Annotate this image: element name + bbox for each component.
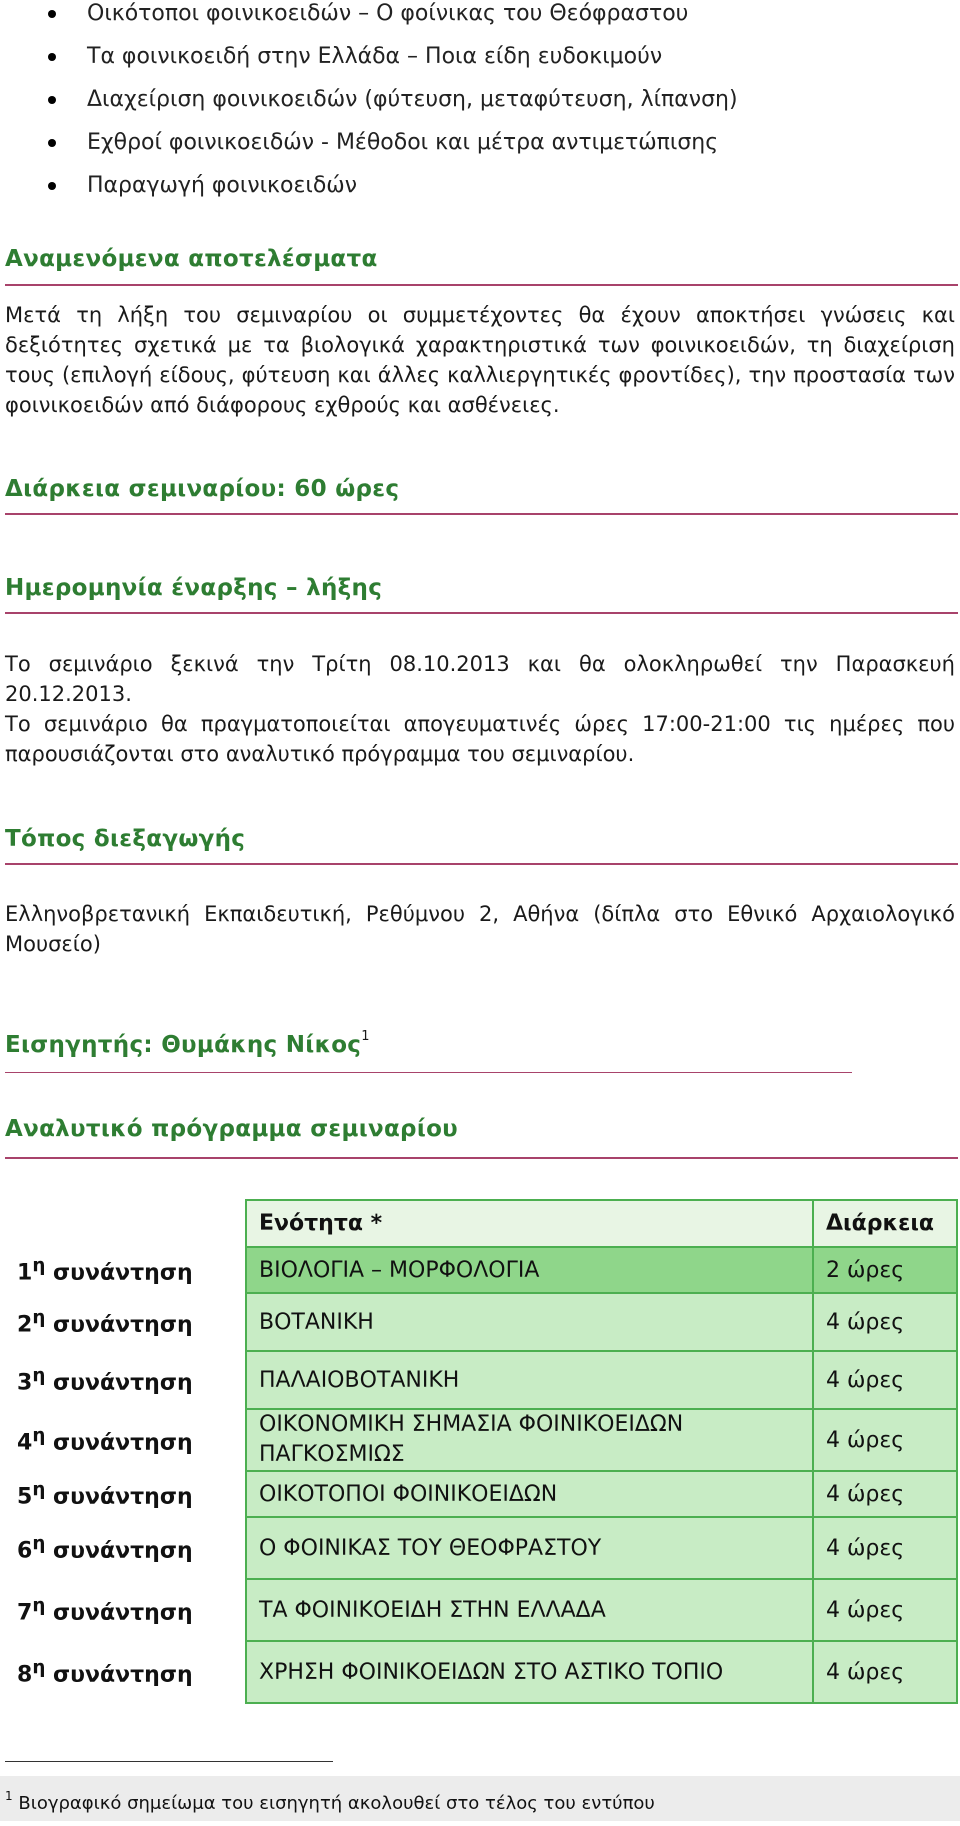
- duration-cell: 4 ώρες: [813, 1641, 957, 1703]
- table-row: [5, 1641, 957, 1703]
- section-divider: [5, 513, 958, 515]
- bullet-icon: [48, 53, 56, 61]
- meeting-label: $2^\eta$ συνάντηση: [5, 1293, 246, 1351]
- meeting-label: $4^\eta$ συνάντηση: [5, 1409, 246, 1471]
- bullet-icon: [48, 182, 56, 190]
- duration-cell: 4 ώρες: [813, 1409, 957, 1471]
- footnote-reference[interactable]: 1: [361, 1029, 370, 1045]
- duration-cell: 4 ώρες: [813, 1351, 957, 1409]
- duration-cell: 4 ώρες: [813, 1293, 957, 1351]
- instructor-heading: Εισηγητής: Θυμάκης Νίκος$^1$: [5, 1029, 370, 1058]
- unit-cell: ΠΑΛΑΙΟΒΟΤΑΝΙΚΗ: [246, 1351, 813, 1409]
- meeting-label: $7^\eta$ συνάντηση: [5, 1579, 246, 1641]
- table-row: [5, 1351, 957, 1409]
- meeting-label: $6^\eta$ συνάντηση: [5, 1517, 246, 1579]
- dates-heading: Ημερομηνία έναρξης – λήξης: [5, 575, 383, 601]
- dates-line-1: Το σεμινάριο ξεκινά την Τρίτη 08.10.2013 και θα ολοκληρωθεί την Παρασκευή 20.12.2013.: [5, 652, 955, 706]
- venue-text: Ελληνοβρετανική Εκπαιδευτική, Ρεθύμνου 2, Αθήνα (δίπλα στο Εθνικό Αρχαιολογικό Μουσείο): [5, 902, 955, 956]
- bullet-icon: [48, 96, 56, 104]
- list-item: Εχθροί φοινικοειδών - Μέθοδοι και μέτρα αντιμετώπισης: [42, 129, 738, 172]
- duration-cell: 4 ώρες: [813, 1517, 957, 1579]
- outcomes-text: Μετά τη λήξη του σεμιναρίου οι συμμετέχοντες θα έχουν αποκτήσει γνώσεις και δεξιότητες σχετικά με τα βιολογικά χαρακτηριστικά των φοινικοειδών, τη διαχείριση τους (επιλογή είδους, φύτευση και άλλες καλλιεργητικές φροντίδες), την προστασία των φοινικοειδών από διάφορους εχθρούς και ασθένειες.: [5, 303, 955, 417]
- unit-cell: ΟΙΚΟΤΟΠΟΙ ΦΟΙΝΙΚΟΕΙΔΩΝ: [246, 1471, 813, 1517]
- dates-line-2: Το σεμινάριο θα πραγματοποιείται απογευματινές ώρες 17:00-21:00 τις ημέρες που παρουσιάζονται στο αναλυτικό πρόγραμμα του σεμιναρίου.: [5, 712, 955, 766]
- list-item: Οικότοποι φοινικοειδών – Ο φοίνικας του Θεόφραστου: [42, 0, 738, 43]
- table-row: [5, 1293, 957, 1351]
- column-header-duration: Διάρκεια: [813, 1200, 957, 1247]
- unit-cell: ΧΡΗΣΗ ΦΟΙΝΙΚΟΕΙΔΩΝ ΣΤΟ ΑΣΤΙΚΟ ΤΟΠΙΟ: [246, 1641, 813, 1703]
- topic-list: [42, 0, 738, 215]
- table-row: [5, 1247, 957, 1293]
- section-divider: [5, 1157, 958, 1159]
- meeting-label: $1^\eta$ συνάντηση: [5, 1247, 246, 1293]
- duration-cell: 4 ώρες: [813, 1579, 957, 1641]
- meeting-label: $5^\eta$ συνάντηση: [5, 1471, 246, 1517]
- table-row: [5, 1579, 957, 1641]
- table-header-row: [5, 1200, 957, 1247]
- unit-cell: ΒΟΤΑΝΙΚΗ: [246, 1293, 813, 1351]
- section-divider: [5, 863, 958, 865]
- table-row: [5, 1471, 957, 1517]
- meeting-label: $8^\eta$ συνάντηση: [5, 1641, 246, 1703]
- duration-heading: Διάρκεια σεμιναρίου: 60 ώρες: [5, 476, 400, 502]
- table-row: [5, 1409, 957, 1471]
- unit-cell: ΒΙΟΛΟΓΙΑ – ΜΟΡΦΟΛΟΓΙΑ: [246, 1247, 813, 1293]
- list-item: Διαχείριση φοινικοειδών (φύτευση, μεταφύτευση, λίπανση): [42, 86, 738, 129]
- table-row: [5, 1517, 957, 1579]
- duration-cell: 4 ώρες: [813, 1471, 957, 1517]
- section-divider: [5, 1072, 852, 1073]
- program-table: [5, 1199, 958, 1704]
- dates-text: [5, 649, 955, 769]
- unit-cell: ΟΙΚΟΝΟΜΙΚΗ ΣΗΜΑΣΙΑ ΦΟΙΝΙΚΟΕΙΔΩΝ ΠΑΓΚΟΣΜΙΩΣ: [246, 1409, 813, 1471]
- bullet-icon: [48, 10, 56, 18]
- unit-cell: ΤΑ ΦΟΙΝΙΚΟΕΙΔΗ ΣΤΗΝ ΕΛΛΑΔΑ: [246, 1579, 813, 1641]
- section-divider: [5, 612, 958, 614]
- footnote: $^1$ Βιογραφικό σημείωμα του εισηγητή ακολουθεί στο τέλος του εντύπου: [0, 1776, 960, 1821]
- program-heading: Αναλυτικό πρόγραμμα σεμιναρίου: [5, 1116, 459, 1142]
- footnote-divider: [5, 1761, 333, 1762]
- list-item: Παραγωγή φοινικοειδών: [42, 172, 738, 215]
- duration-cell: 2 ώρες: [813, 1247, 957, 1293]
- venue-heading: Τόπος διεξαγωγής: [5, 826, 246, 852]
- list-item: Τα φοινικοειδή στην Ελλάδα – Ποια είδη ευδοκιμούν: [42, 43, 738, 86]
- column-header-unit: Ενότητα *: [246, 1200, 813, 1247]
- meeting-label: $3^\eta$ συνάντηση: [5, 1351, 246, 1409]
- section-divider: [5, 284, 958, 286]
- bullet-icon: [48, 139, 56, 147]
- outcomes-heading: Αναμενόμενα αποτελέσματα: [5, 246, 378, 272]
- unit-cell: Ο ΦΟΙΝΙΚΑΣ ΤΟΥ ΘΕΟΦΡΑΣΤΟΥ: [246, 1517, 813, 1579]
